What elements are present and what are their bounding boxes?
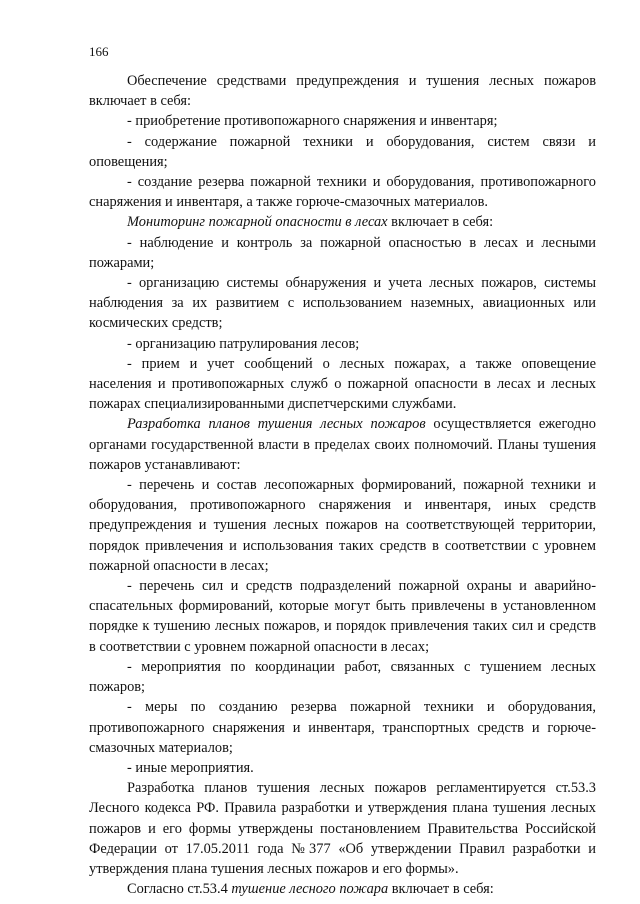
paragraph-text: включает в себя: — [388, 881, 494, 898]
paragraph-monitoring — [89, 212, 596, 232]
list-item: - организацию патрулирования лесов; — [127, 335, 360, 352]
paragraph-regulation: Разработка планов тушения лесных пожаров регламентируется ст.53.3 Лесного кодекса РФ. Правила разработки и утверждения плана тушения лесных пожаров и его формы утверждены постановлением Правительства Российской Федерации от 17.05.2011 года №377 «Об утверждении Правил разработки и утверждения плана тушения лесных пожаров и его формы». — [89, 780, 596, 877]
page-number: 166 — [89, 44, 109, 59]
list-item: - перечень сил и средств подразделений пожарной охраны и аварийно-спасательных формирований, которые могут быть привлечены в установленном порядке к тушению лесных пожаров, и порядок привлечения таких сил и средств в соответствии с уровнем пожарной опасности в лесах; — [89, 578, 596, 655]
list-item: - содержание пожарной техники и оборудования, систем связи и оповещения; — [89, 133, 596, 170]
list-item: - организацию системы обнаружения и учета лесных пожаров, системы наблюдения за их развитием с использованием наземных, авиационных или космических средств; — [89, 275, 596, 332]
emphasis-term: тушение лесного пожара — [231, 881, 389, 898]
list-item: - меры по созданию резерва пожарной техники и оборудования, противопожарного снаряжения и инвентаря, транспортных средств и горюче-смазочных материалов; — [89, 699, 596, 756]
emphasis-term: Мониторинг пожарной опасности в лесах — [127, 214, 388, 231]
emphasis-term: Разработка планов тушения лесных пожаров — [127, 416, 426, 433]
list-item: - иные мероприятия. — [127, 759, 254, 776]
list-item: - наблюдение и контроль за пожарной опасностью в лесах и лесными пожарами; — [89, 234, 596, 271]
paragraph-text: осуществляется ежегодно органами государственной власти в пределах своих полномочий. Планы тушения пожаров устанавливают: — [89, 416, 596, 473]
paragraph-text: Согласно ст.53.4 — [127, 881, 232, 898]
paragraph-text: включает в себя: — [387, 214, 494, 231]
list-item: - мероприятия по координации работ, связанных с тушением лесных пожаров; — [89, 658, 596, 696]
list-item: - приобретение противопожарного снаряжения и инвентаря; — [127, 113, 498, 130]
paragraph-intro: Обеспечение средствами предупреждения и тушения лесных пожаров включает в себя: — [89, 73, 596, 110]
paragraph-plans — [89, 414, 596, 475]
list-item: - создание резерва пожарной техники и оборудования, противопожарного снаряжения и инвентаря, а также горюче-смазочных материалов. — [89, 174, 596, 211]
paragraph-extinguishing — [89, 879, 596, 899]
list-item: - прием и учет сообщений о лесных пожарах, а также оповещение населения и противопожарных служб о пожарной опасности в лесах и лесных пожарах специализированными диспетчерскими службами. — [89, 355, 596, 413]
list-item: - перечень и состав лесопожарных формирований, пожарной техники и оборудования, противопожарного снаряжения и инвентаря, иных средств предупреждения и тушения лесных пожаров на соответствующей территории, порядок привлечения и использования таких средств в соответствии с уровнем пожарной опасности в лесах; — [89, 477, 596, 574]
document-body — [89, 71, 596, 899]
